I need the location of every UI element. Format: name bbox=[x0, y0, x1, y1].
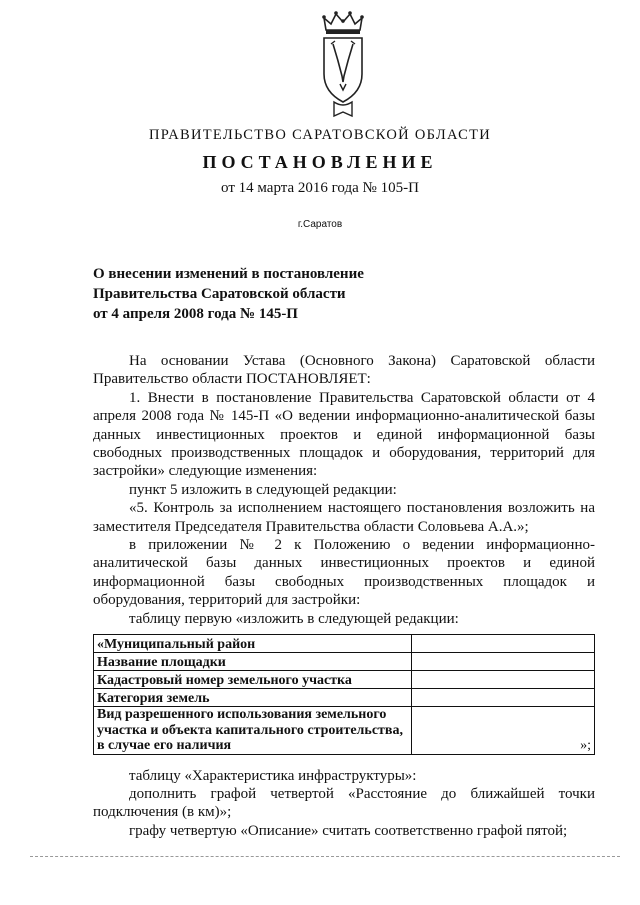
paragraph: На основании Устава (Основного Закона) Саратовской области Правительство области ПОСТАНОВЛЯЕТ: bbox=[93, 353, 595, 388]
table-row bbox=[94, 653, 595, 671]
document-city: г.Саратов bbox=[297, 219, 343, 230]
table-cell-value: »; bbox=[412, 707, 595, 755]
table-cell-label: Кадастровый номер земельного участка bbox=[94, 671, 412, 689]
document-date-number: от 14 марта 2016 года № 105-П bbox=[221, 180, 419, 196]
table-cell-value bbox=[412, 671, 595, 689]
document-type: ПОСТАНОВЛЕНИЕ bbox=[202, 152, 438, 172]
title-line: О внесении изменений в постановление bbox=[93, 266, 364, 282]
table-cell-label: Название площадки bbox=[94, 653, 412, 671]
table-cell-value bbox=[412, 635, 595, 653]
table-cell-label: «Муниципальный район bbox=[94, 635, 412, 653]
table-cell-value bbox=[412, 689, 595, 707]
paragraph: «5. Контроль за исполнением настоящего постановления возложить на заместителя Председателя Правительства области Соловьева А.А.»; bbox=[93, 500, 595, 535]
paragraph: дополнить графой четвертой «Расстояние до ближайшей точки подключения (в км)»; bbox=[93, 786, 595, 821]
table-cell-label: Категория земель bbox=[94, 689, 412, 707]
table-cell-value bbox=[412, 653, 595, 671]
paragraph: таблицу первую «изложить в следующей редакции: bbox=[129, 610, 459, 627]
document-body bbox=[93, 352, 595, 840]
paragraph: графу четвертую «Описание» считать соответственно графой пятой; bbox=[129, 822, 568, 839]
paragraph: таблицу «Характеристика инфраструктуры»: bbox=[129, 767, 417, 784]
saratov-coat-of-arms-icon bbox=[318, 10, 368, 120]
title-line: Правительства Саратовской области bbox=[93, 286, 346, 302]
paragraph: 1. Внести в постановление Правительства Саратовской области от 4 апреля 2008 года № 145-П «О ведении информационно-аналитической базы данных инвестиционных проектов и единой информационной базы свободных производственных площадок и оборудования, территорий для застройки» следующие изменения: bbox=[93, 389, 595, 480]
paragraph: пункт 5 изложить в следующей редакции: bbox=[129, 481, 397, 498]
table-row bbox=[94, 707, 595, 755]
government-name: ПРАВИТЕЛЬСТВО САРАТОВСКОЙ ОБЛАСТИ bbox=[148, 127, 492, 143]
table-row bbox=[94, 635, 595, 653]
land-plot-table bbox=[93, 634, 595, 755]
title-line: от 4 апреля 2008 года № 145-П bbox=[93, 306, 298, 322]
paragraph: в приложении № 2 к Положению о ведении информационно-аналитической базы данных инвестиционных проектов и единой информационной базы свободных производственных площадок и оборудования, территорий для застройки: bbox=[93, 537, 595, 609]
table-cell-label: Вид разрешенного использования земельного участка и объекта капитального строительства, в случае его наличия bbox=[94, 707, 412, 755]
table-row bbox=[94, 671, 595, 689]
table-row bbox=[94, 689, 595, 707]
page-bottom-rule bbox=[30, 856, 620, 857]
document-title bbox=[93, 264, 453, 324]
